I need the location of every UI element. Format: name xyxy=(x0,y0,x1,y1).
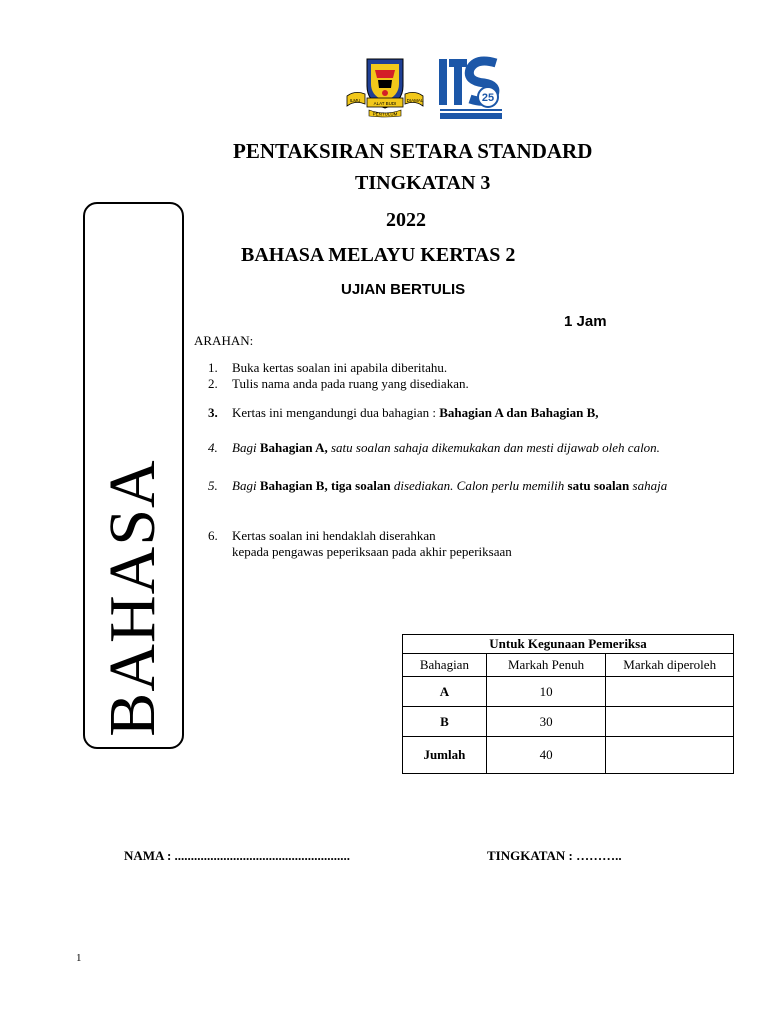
instruction-text xyxy=(232,528,678,560)
examiner-marks-table xyxy=(402,634,734,774)
table-row xyxy=(403,737,734,774)
instructions-heading: ARAHAN: xyxy=(194,333,254,348)
ts-number-text: 25 xyxy=(481,92,495,104)
table-header: Bahagian xyxy=(403,654,487,677)
instruction-item xyxy=(208,478,678,494)
instruction-text-part: Bagi xyxy=(232,440,260,455)
instruction-text-emphasis: tiga soalan xyxy=(330,478,391,493)
instruction-item xyxy=(208,360,678,376)
instruction-text-line: Kertas soalan ini hendaklah diserahkan xyxy=(232,528,436,543)
section-cell: B xyxy=(403,707,487,737)
crest-banner-left-text: ILMU xyxy=(349,98,361,103)
exam-level: TINGKATAN 3 xyxy=(355,172,491,194)
section-cell: Jumlah xyxy=(403,737,487,774)
exam-year: 2022 xyxy=(386,209,426,231)
instruction-text-emphasis: Bahagian A dan Bahagian B, xyxy=(439,405,599,420)
instruction-number: 1. xyxy=(208,360,218,375)
instruction-text-part: Kertas ini mengandungi dua bahagian : xyxy=(232,405,440,420)
instruction-text: Buka kertas soalan ini apabila diberitahu. xyxy=(232,360,448,375)
class-field: TINGKATAN : ……….. xyxy=(487,848,622,863)
instruction-text-part: Bagi xyxy=(232,478,260,493)
obtained-marks-cell xyxy=(606,707,734,737)
ts25-program-logo xyxy=(436,55,508,121)
table-caption: Untuk Kegunaan Pemeriksa xyxy=(403,635,734,654)
instruction-number: 5. xyxy=(208,478,218,493)
instruction-text-part: , xyxy=(324,478,331,493)
page-number: 1 xyxy=(76,952,82,964)
instruction-item xyxy=(208,376,678,392)
instruction-text-emphasis: Bahagian A, xyxy=(259,440,328,455)
paper-type: UJIAN BERTULIS xyxy=(341,281,466,298)
crest-name-text: PENTULUM xyxy=(372,111,398,117)
instruction-text-part: disediakan. Calon perlu memilih xyxy=(390,478,568,493)
full-marks-cell: 30 xyxy=(486,707,606,737)
table-row xyxy=(403,707,734,737)
exam-title: PENTAKSIRAN SETARA STANDARD xyxy=(233,139,593,163)
table-header: Markah Penuh xyxy=(486,654,606,677)
exam-duration: 1 Jam xyxy=(564,313,607,330)
full-marks-cell: 40 xyxy=(486,737,606,774)
table-row xyxy=(403,677,734,707)
section-cell: A xyxy=(403,677,487,707)
side-label: BAHASA xyxy=(96,459,169,737)
obtained-marks-cell xyxy=(606,677,734,707)
instruction-item xyxy=(208,405,678,421)
instruction-text-part: satu soalan sahaja dikemukakan dan mesti dijawab oleh calon. xyxy=(327,440,660,455)
instruction-text xyxy=(232,405,678,421)
instruction-item xyxy=(208,440,678,456)
instruction-number: 2. xyxy=(208,376,218,391)
instruction-text-emphasis: satu soalan xyxy=(567,478,630,493)
obtained-marks-cell xyxy=(606,737,734,774)
instruction-text: Tulis nama anda pada ruang yang disediakan. xyxy=(232,376,469,391)
name-field: NAMA : ...................................................... xyxy=(124,848,351,863)
crest-banner-right-text: DIAMAL xyxy=(406,98,424,103)
instruction-number: 4. xyxy=(208,440,218,455)
instruction-number: 3. xyxy=(208,405,218,420)
school-crest-logo xyxy=(345,56,425,118)
instruction-text xyxy=(232,478,678,494)
instruction-number: 6. xyxy=(208,528,218,543)
exam-subject: BAHASA MELAYU KERTAS 2 xyxy=(241,244,516,266)
instruction-text-emphasis: Bahagian B xyxy=(259,478,325,493)
instruction-item xyxy=(208,528,678,560)
instruction-text-part: sahaja xyxy=(629,478,668,493)
crest-banner-mid-text: ALAT BUDI xyxy=(373,101,397,106)
full-marks-cell: 10 xyxy=(486,677,606,707)
instruction-text xyxy=(232,440,678,456)
instruction-text-line: kepada pengawas peperiksaan pada akhir peperiksaan xyxy=(232,544,512,559)
table-header: Markah diperoleh xyxy=(606,654,734,677)
